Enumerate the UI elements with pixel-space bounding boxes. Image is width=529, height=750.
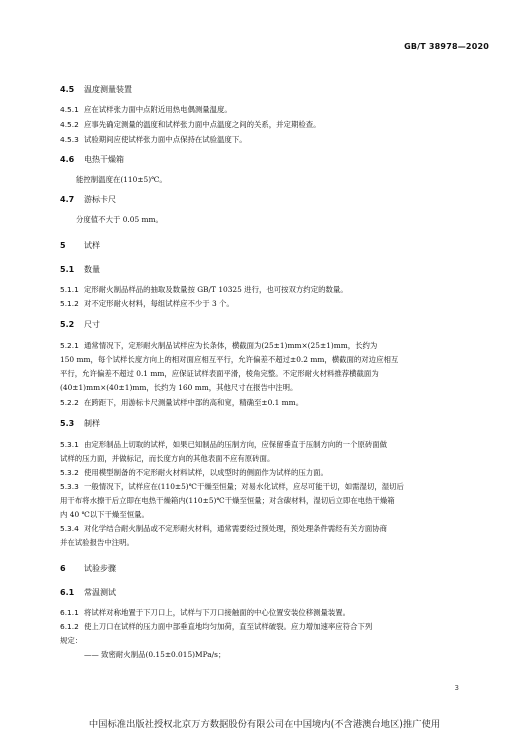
clause-4-7-text: 分度值不大于 0.05 mm。 bbox=[76, 215, 163, 224]
clause-5-3-1-line-1: 5.3.1 由定形制品上切取的试样，如果已知制品的压制方向，应保留垂直于压制方向的一个原砖面做 bbox=[60, 440, 388, 449]
clause-5-2-1-line-2: 150 mm，每个试样长度方向上的相对面应相互平行，允许偏差不超过±0.2 mm，横截面的对边应相互 bbox=[60, 355, 399, 364]
footer-notice: 中国标准出版社授权北京万方数据股份有限公司在中国境内(不含港澳台地区)推广使用 bbox=[88, 719, 441, 730]
clause-4-5-3: 4.5.3 试验期间应使试样张力面中点保持在试验温度下。 bbox=[60, 135, 247, 144]
section-6-heading: 6 试验步骤 bbox=[60, 564, 116, 573]
clause-5-3-2: 5.3.2 使用模型制备的不定形耐火材料试样，以成型时的侧面作为试样的压力面。 bbox=[60, 468, 328, 477]
section-5-2-heading: 5.2 尺寸 bbox=[60, 320, 100, 329]
clause-5-1-1: 5.1.1 定形耐火制品样品的抽取及数量按 GB/T 10325 进行，也可按双方约定的数量。 bbox=[60, 285, 348, 294]
section-5-1-heading: 5.1 数量 bbox=[60, 265, 100, 274]
clause-4-5-2: 4.5.2 应事先确定测量的温度和试样张力面中点温度之间的关系，并定期检查。 bbox=[60, 120, 321, 129]
clause-4-5-1: 4.5.1 应在试样张力面中点附近用热电偶测量温度。 bbox=[60, 105, 232, 114]
clause-5-2-1-line-4: (40±1)mm×(40±1)mm，长约为 160 mm，其他尺寸在报告中注明。 bbox=[60, 383, 298, 392]
section-4-6-heading: 4.6 电热干燥箱 bbox=[60, 155, 124, 164]
clause-5-3-4-line-1: 5.3.4 对化学结合耐火制品或不定形耐火材料，通常需要经过预处理，预处理条件需经有关方面协商 bbox=[60, 524, 388, 533]
clause-5-1-2: 5.1.2 对不定形耐火材料，每组试样应不少于 3 个。 bbox=[60, 299, 234, 308]
section-6-1-heading: 6.1 常温测试 bbox=[60, 588, 116, 597]
clause-6-1-2-line-1: 6.1.2 使上刀口在试样的压力面中部垂直地均匀加荷，直至试样破裂。应力增加速率应符合下列 bbox=[60, 622, 373, 631]
section-5-heading: 5 试样 bbox=[60, 241, 100, 250]
clause-5-3-3-line-1: 5.3.3 一般情况下，试样应在(110±5)℃干燥至恒量；对易水化试样，应尽可能干切，如需湿切，湿切后 bbox=[60, 482, 404, 491]
clause-5-3-3-line-3: 内 40 ℃以下干燥至恒量。 bbox=[60, 510, 149, 519]
section-5-3-heading: 5.3 制样 bbox=[60, 419, 100, 428]
clause-6-1-2-line-2: 规定： bbox=[60, 636, 83, 645]
clause-5-3-3-line-2: 用干布将水擦干后立即在电热干燥箱内(110±5)℃干燥至恒量；对含碳材料，湿切后立即在电热干燥箱 bbox=[60, 496, 395, 505]
body-content bbox=[60, 84, 492, 661]
clause-5-3-1-line-2: 试样的压力面，并做标记，而长度方向的其他表面不应有原砖面。 bbox=[60, 454, 275, 463]
clause-5-3-4-line-2: 并在试验报告中注明。 bbox=[60, 538, 134, 547]
clause-6-1-2-dash-item: —— 致密耐火制品(0.15±0.015)MPa/s； bbox=[84, 650, 226, 659]
clause-5-2-1-line-3: 平行，允许偏差不超过 0.1 mm，应保证试样表面平滑，棱角完整。不定形耐火材料推荐横截面为 bbox=[60, 369, 379, 378]
clause-4-6-text: 能控制温度在(110±5)℃。 bbox=[76, 175, 167, 184]
clause-5-2-1-line-1: 5.2.1 通常情况下，定形耐火制品试样应为长条体，横截面为(25±1)mm×(25±1)mm，长约为 bbox=[60, 341, 378, 350]
page-number: 3 bbox=[454, 684, 459, 692]
section-4-5-heading: 4.5 温度测量装置 bbox=[60, 85, 132, 94]
clause-5-2-2: 5.2.2 在跨距下，用游标卡尺测量试样中部的高和宽，精确至±0.1 mm。 bbox=[60, 398, 304, 407]
standard-code: GB/T 38978—2020 bbox=[404, 42, 489, 51]
clause-6-1-1: 6.1.1 将试样对称地置于下刀口上，试样与下刀口接触面的中心位置安装位移测量装置。 bbox=[60, 608, 351, 617]
section-4-7-heading: 4.7 游标卡尺 bbox=[60, 195, 116, 204]
